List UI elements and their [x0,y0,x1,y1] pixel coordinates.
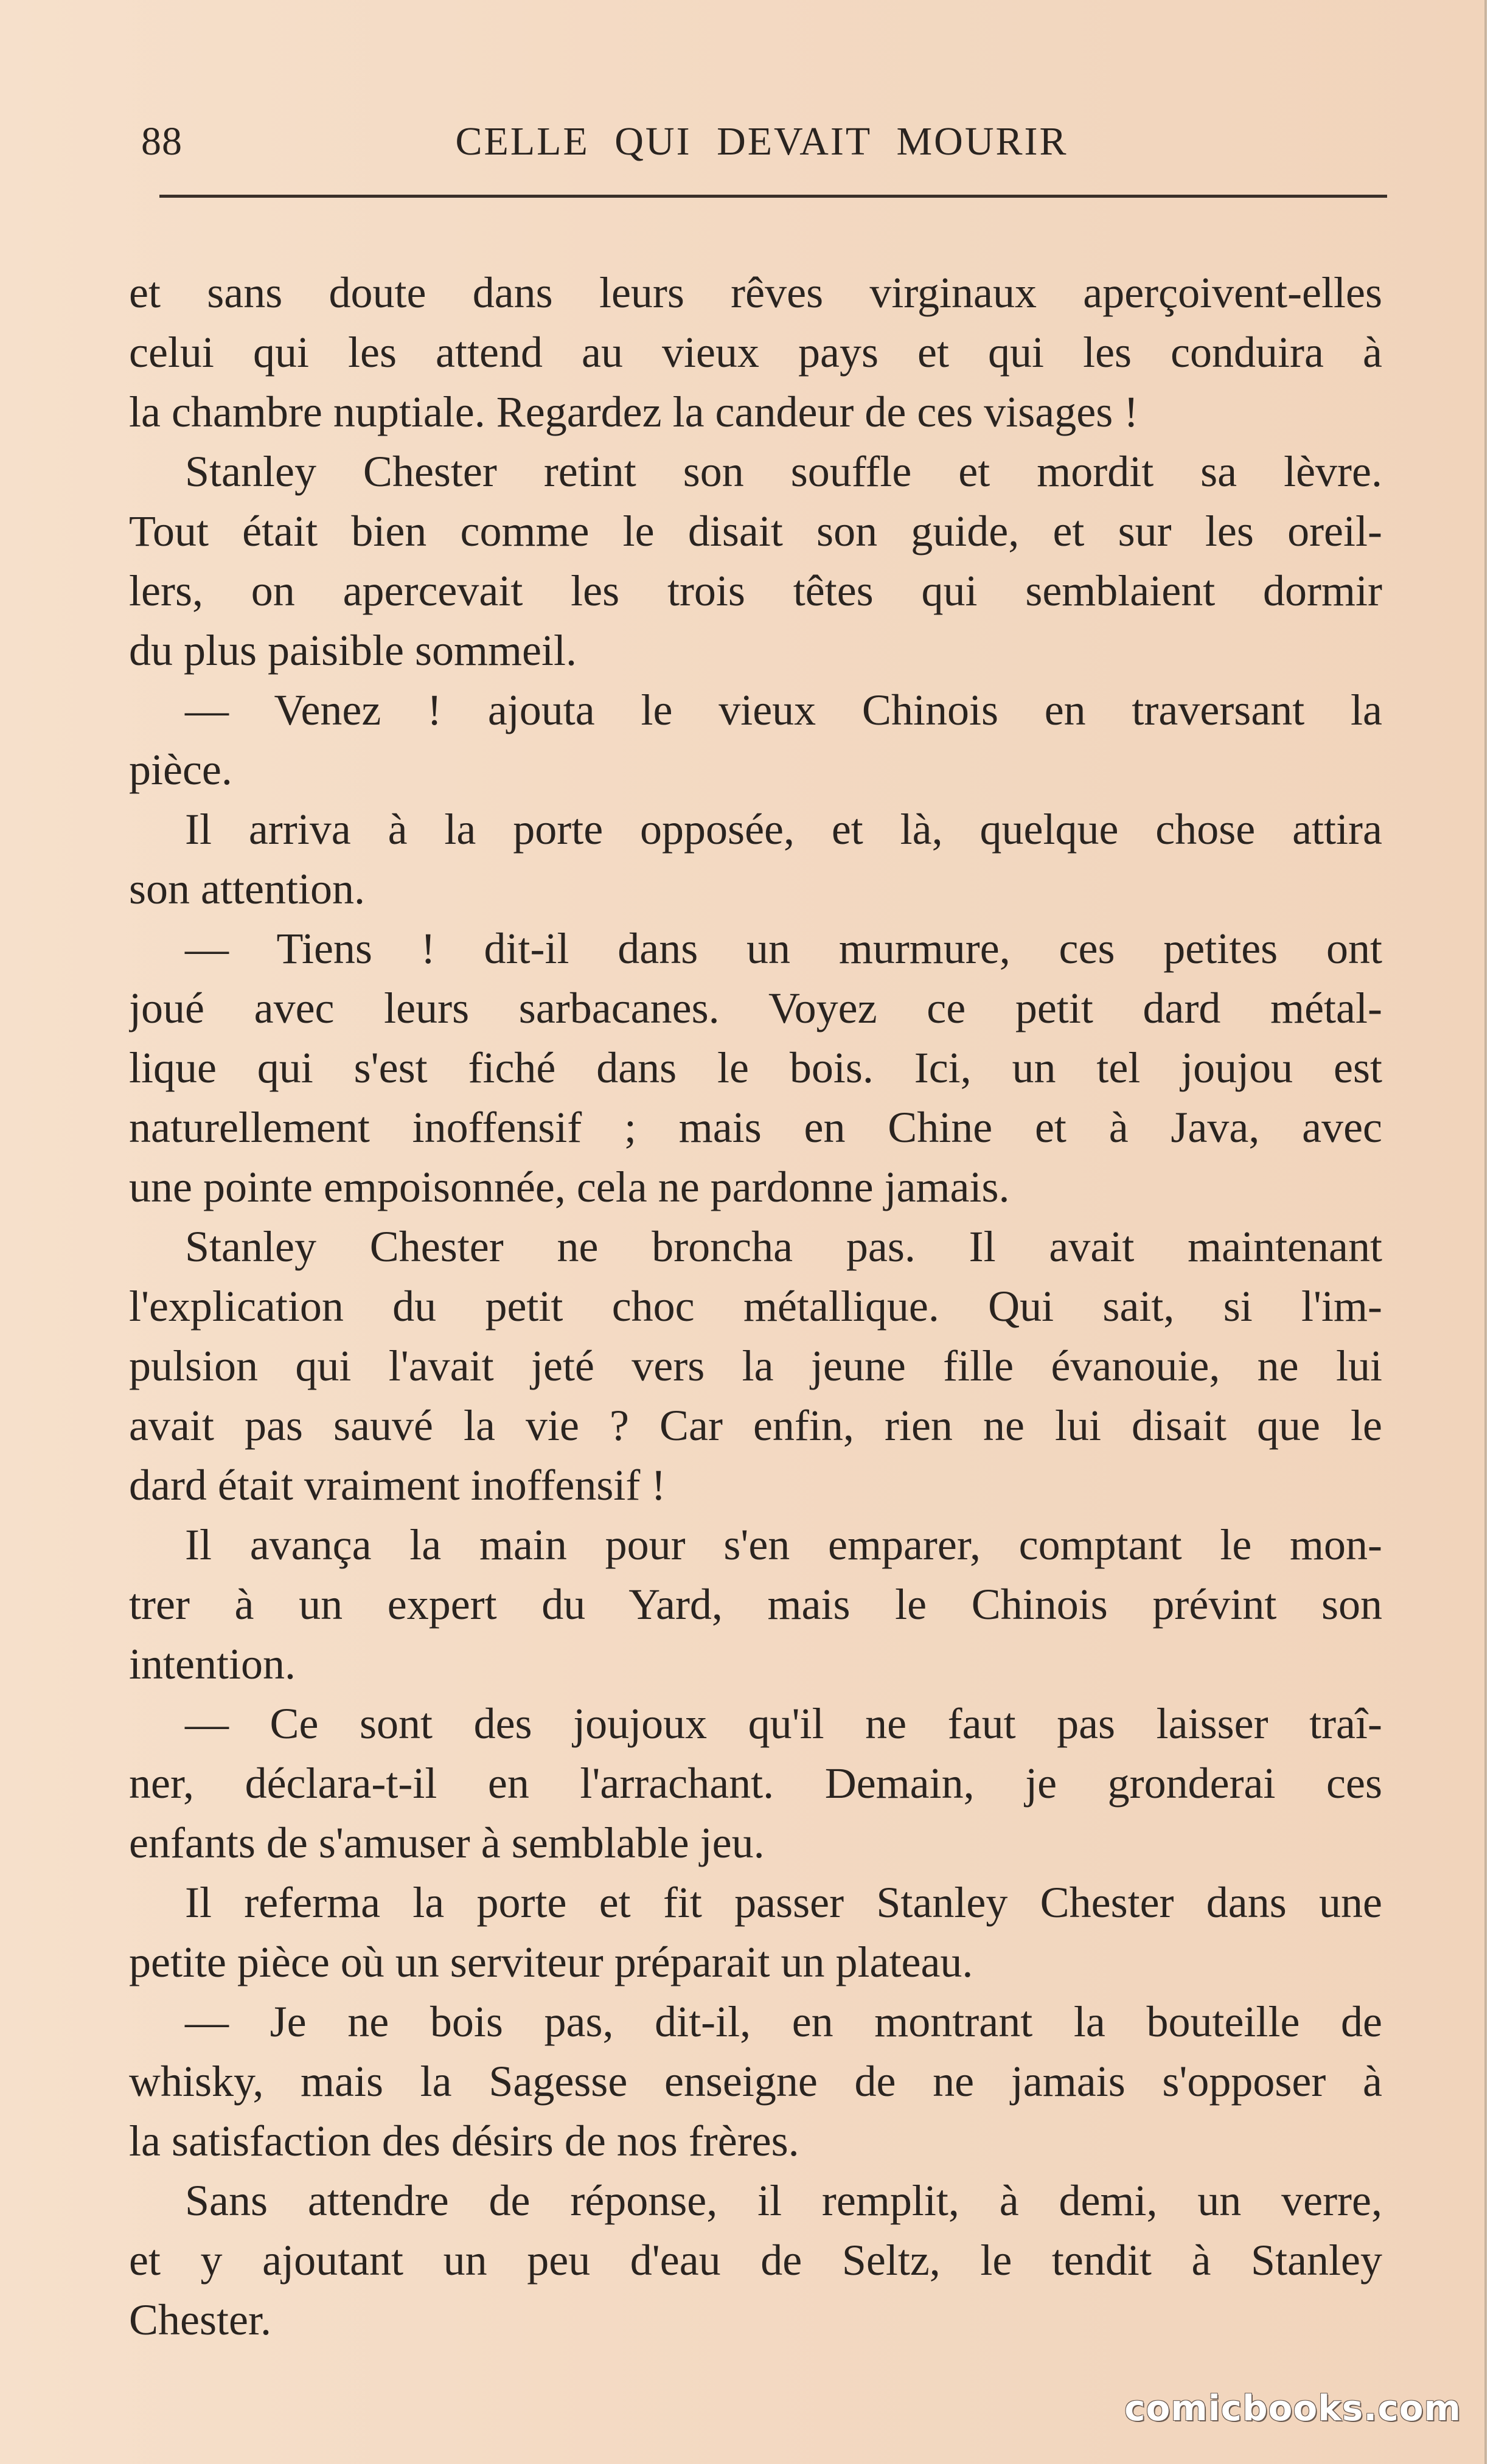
text-line: Stanley Chester retint son souffle et mordit sa lèvre. [185,447,1382,496]
text-line: enfants de s'amuser à semblable jeu. [129,1818,765,1867]
watermark: comicbooks.com [1124,2387,1461,2429]
text-line: celui qui les attend au vieux pays et qui les conduira à [129,328,1382,377]
text-line: whisky, mais la Sagesse enseigne de ne jamais s'opposer à [129,2057,1382,2106]
text-line: joué avec leurs sarbacanes. Voyez ce petit dard métal- [129,984,1382,1032]
text-line: une pointe empoisonnée, cela ne pardonne jamais. [129,1163,1010,1211]
text-line: lers, on apercevait les trois têtes qui semblaient dormir [129,566,1382,615]
text-line: petite pièce où un serviteur préparait un plateau. [129,1938,973,1986]
text-line: avait pas sauvé la vie ? Car enfin, rien ne lui disait que le [129,1401,1382,1450]
text-line: — Je ne bois pas, dit-il, en montrant la bouteille de [185,1997,1382,2046]
text-line: trer à un expert du Yard, mais le Chinois prévint son [129,1580,1382,1629]
header-rule [159,195,1387,198]
text-line: dard était vraiment inoffensif ! [129,1461,666,1509]
text-line: pulsion qui l'avait jeté vers la jeune fille évanouie, ne lui [129,1342,1382,1390]
text-line: du plus paisible sommeil. [129,626,577,675]
text-line: la satisfaction des désirs de nos frères. [129,2117,799,2165]
text-line: pièce. [129,745,232,794]
page-number: 88 [141,119,183,164]
text-line: l'explication du petit choc métallique. Qui sait, si l'im- [129,1282,1382,1331]
text-line: la chambre nuptiale. Regardez la candeur de ces visages ! [129,388,1139,436]
text-line: Il referma la porte et fit passer Stanley Chester dans une [185,1878,1382,1927]
text-line: naturellement inoffensif ; mais en Chine et à Java, avec [129,1103,1382,1152]
text-line: — Ce sont des joujoux qu'il ne faut pas laisser traî- [185,1699,1382,1748]
text-line: Sans attendre de réponse, il remplit, à demi, un verre, [185,2176,1382,2225]
text-line: intention. [129,1640,296,1688]
text-line: Stanley Chester ne broncha pas. Il avait maintenant [185,1222,1382,1271]
text-line: Chester. [129,2295,271,2344]
text-line: lique qui s'est fiché dans le bois. Ici, un tel joujou est [129,1043,1382,1092]
page-header [141,113,1382,179]
text-line: — Tiens ! dit-il dans un murmure, ces petites ont [185,924,1382,973]
text-line: ner, déclara-t-il en l'arrachant. Demain, je gronderai ces [129,1759,1382,1808]
page-edge [1484,0,1510,2464]
text-line: Il arriva à la porte opposée, et là, quelque chose attira [185,805,1382,854]
text-line: son attention. [129,865,365,913]
text-line: — Venez ! ajouta le vieux Chinois en traversant la [185,686,1382,734]
text-line: et y ajoutant un peu d'eau de Seltz, le tendit à Stanley [129,2236,1382,2285]
text-line: Tout était bien comme le disait son guide, et sur les oreil- [129,507,1382,555]
running-title: CELLE QUI DEVAIT MOURIR [455,119,1068,164]
text-line: et sans doute dans leurs rêves virginaux aperçoivent-elles [129,268,1382,317]
body-text [129,263,1382,2350]
text-line: Il avança la main pour s'en emparer, comptant le mon- [185,1520,1382,1569]
